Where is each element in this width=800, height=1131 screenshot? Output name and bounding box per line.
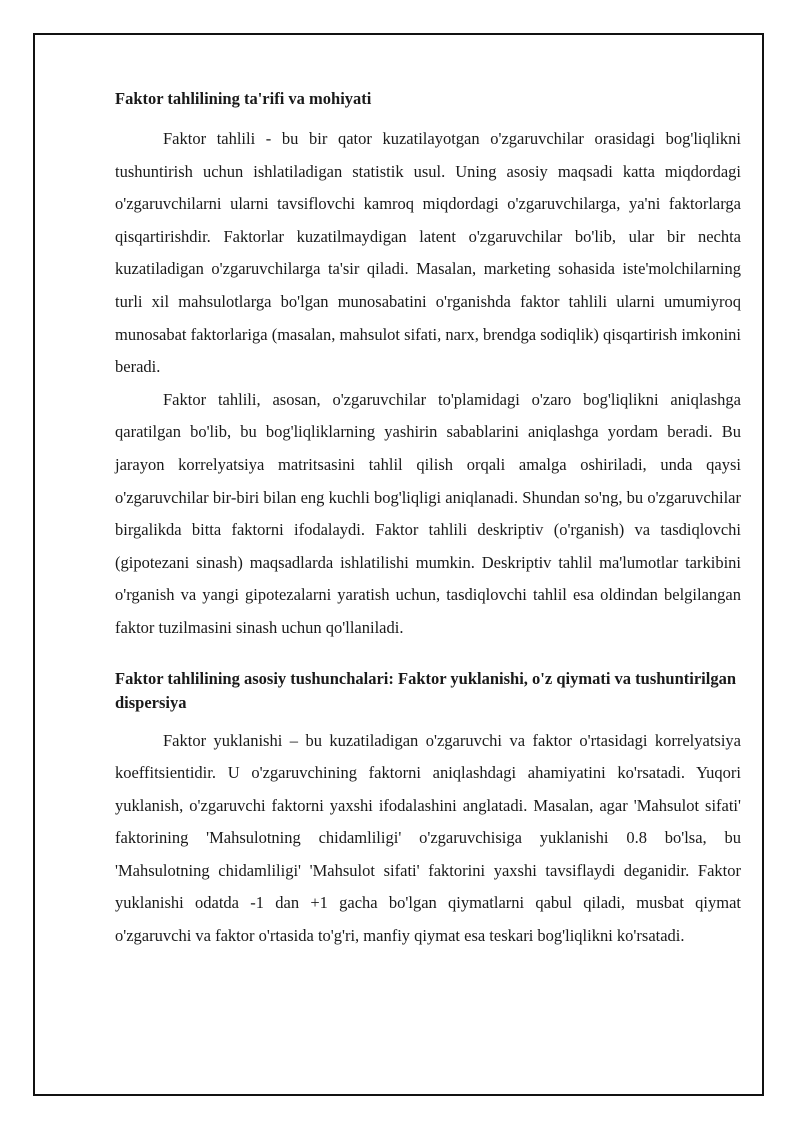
paragraph-factor-loading: Faktor yuklanishi – bu kuzatiladigan o'zgaruvchi va faktor o'rtasidagi korrelyatsiya koeffitsientidir. U o'zgaruvchining faktorni aniqlashdagi ahamiyatini ko'rsatadi. Yuqori yuklanish, o'zgaruvchi faktorni yaxshi ifodalashini anglatadi. Masalan, agar 'Mahsulot sifati' faktorining 'Mahsulotning chidamliligi' o'zgaruvchisiga yuklanishi 0.8 bo'lsa, bu 'Mahsulotning chidamliligi' 'Mahsulot sifati' faktorini yaxshi tavsiflaydi deganidir. Faktor yuklanishi odatda -1 dan +1 gacha bo'lgan qiymatlarni qabul qiladi, musbat qiymat o'zgaruvchi va faktor o'rtasida to'g'ri, manfiy qiymat esa teskari bog'liqlikni ko'rsatadi.: [115, 730, 741, 946]
section-heading-definition: Faktor tahlilining ta'rifi va mohiyati: [115, 89, 372, 108]
section-heading-concepts: Faktor tahlilining asosiy tushunchalari: Faktor yuklanishi, o'z qiymati va tushuntirilgan dispersiya: [115, 668, 737, 712]
paragraph-purpose: Faktor tahlili, asosan, o'zgaruvchilar to'plamidagi o'zaro bog'liqlikni aniqlashga qaratilgan bo'lib, bu bog'liqliklarning yashirin sabablarini aniqlashga yordam beradi. Bu jarayon korrelyatsiya matritsasini tahlil qilish orqali amalga oshiriladi, unda qaysi o'zgaruvchilar bir-biri bilan eng kuchli bog'liqligi aniqlanadi. Shundan so'ng, bu o'zgaruvchilar birgalikda bitta faktorni ifodalaydi. Faktor tahlili deskriptiv (o'rganish) va tasdiqlovchi (gipotezani sinash) maqsadlarda ishlatilishi mumkin. Deskriptiv tahlil ma'lumotlar tarkibini o'rganish va yangi gipotezalarni yaratish uchun, tasdiqlovchi tahlil esa oldindan belgilangan faktor tuzilmasini sinash uchun qo'llaniladi.: [115, 389, 741, 637]
paragraph-definition: Faktor tahlili - bu bir qator kuzatilayotgan o'zgaruvchilar orasidagi bog'liqlikni tushuntirish uchun ishlatiladigan statistik usul. Uning asosiy maqsadi katta miqdordagi o'zgaruvchilarni ularni tavsiflovchi kamroq miqdordagi o'zgaruvchilarga, ya'ni faktorlarga qisqartirishdir. Faktorlar kuzatilmaydigan latent o'zgaruvchilar bo'lib, ular bir nechta kuzatiladigan o'zgaruvchilarga ta'sir qiladi. Masalan, marketing sohasida iste'molchilarning turli xil mahsulotlarga bo'lgan munosabatini o'rganishda faktor tahlili ularni umumiyroq munosabat faktorlariga (masalan, mahsulot sifati, narx, brendga sodiqlik) qisqartirish imkonini beradi.: [115, 129, 741, 377]
document-body: [115, 83, 741, 953]
